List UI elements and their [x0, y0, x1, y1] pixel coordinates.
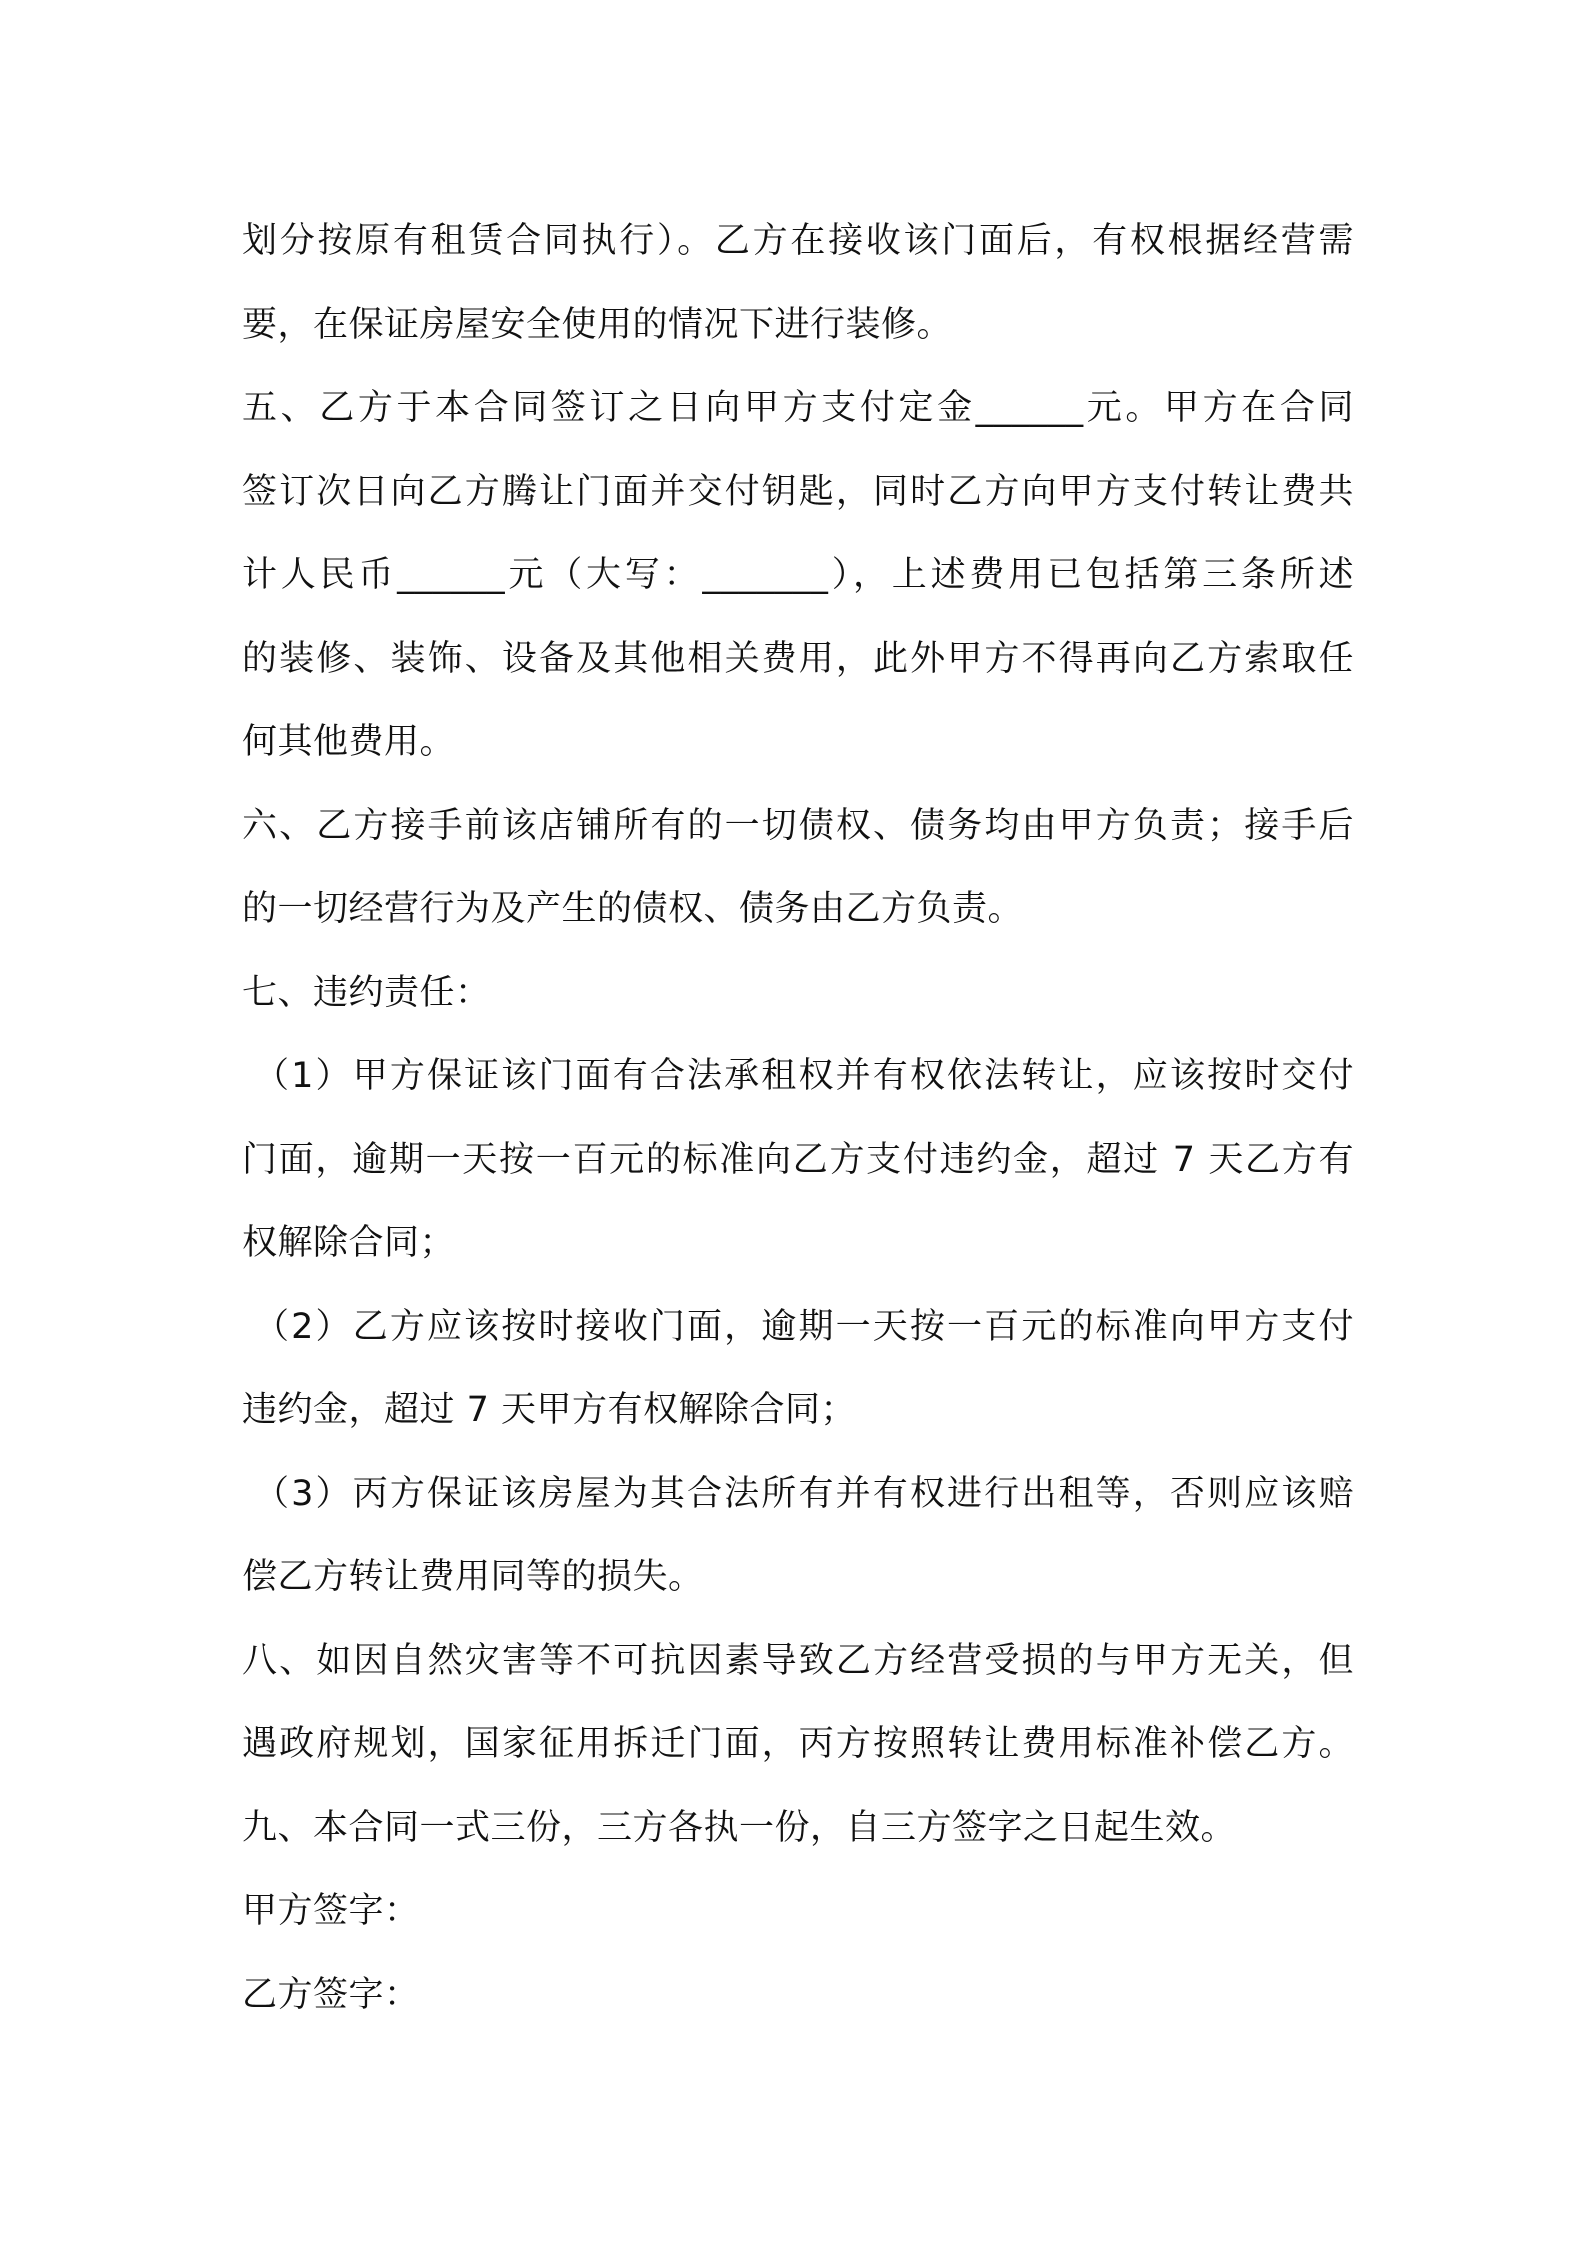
text-line: 的装修、装饰、设备及其他相关费用，此外甲方不得再向乙方索取任 [242, 638, 1354, 679]
text-line: 门面，逾期一天按一百元的标准向乙方支付违约金，超过 7 天乙方有 [242, 1139, 1354, 1180]
text-line: 权解除合同； [242, 1223, 456, 1263]
clause-8-line: 八、如因自然灾害等不可抗因素导致乙方经营受损的与甲方无关，但 [242, 1640, 1354, 1681]
text-line: 遇政府规划，国家征用拆迁门面，丙方按照转让费用标准补偿乙方。 [242, 1724, 1354, 1764]
party-b-signature-label: 乙方签字： [242, 1974, 420, 2015]
clause-7-item-1-line: （1）甲方保证该门面有合法承租权并有权依法转让，应该按时交付 [254, 1056, 1354, 1096]
clause-7-item-3-line: （3）丙方保证该房屋为其合法所有并有权进行出租等，否则应该赔 [254, 1473, 1354, 1514]
text-line: 何其他费用。 [242, 722, 456, 762]
text-line: 签订次日向乙方腾让门面并交付钥匙，同时乙方向甲方支付转让费共 [242, 471, 1354, 512]
clause-7-heading: 七、违约责任： [242, 972, 491, 1013]
clause-9-line: 九、本合同一式三份，三方各执一份，自三方签字之日起生效。 [242, 1807, 1237, 1848]
party-a-signature-label: 甲方签字： [242, 1891, 420, 1931]
text-line: 偿乙方转让费用同等的损失。 [242, 1557, 704, 1597]
text-line: 计人民币______元（大写：_______），上述费用已包括第三条所述 [242, 555, 1354, 595]
clause-7-item-2-line: （2）乙方应该按时接收门面，逾期一天按一百元的标准向甲方支付 [254, 1306, 1354, 1347]
clause-6-line: 六、乙方接手前该店铺所有的一切债权、债务均由甲方负责；接手后 [242, 805, 1354, 846]
text-line: 违约金，超过 7 天甲方有权解除合同； [242, 1390, 857, 1430]
text-line: 的一切经营行为及产生的债权、债务由乙方负责。 [242, 889, 1024, 929]
text-line: 划分按原有租赁合同执行）。乙方在接收该门面后，有权根据经营需 [242, 221, 1354, 261]
clause-5-line: 五、乙方于本合同签订之日向甲方支付定金______元。甲方在合同 [242, 388, 1354, 428]
text-line: 要，在保证房屋安全使用的情况下进行装修。 [242, 304, 953, 345]
contract-text-body [242, 200, 1354, 2037]
